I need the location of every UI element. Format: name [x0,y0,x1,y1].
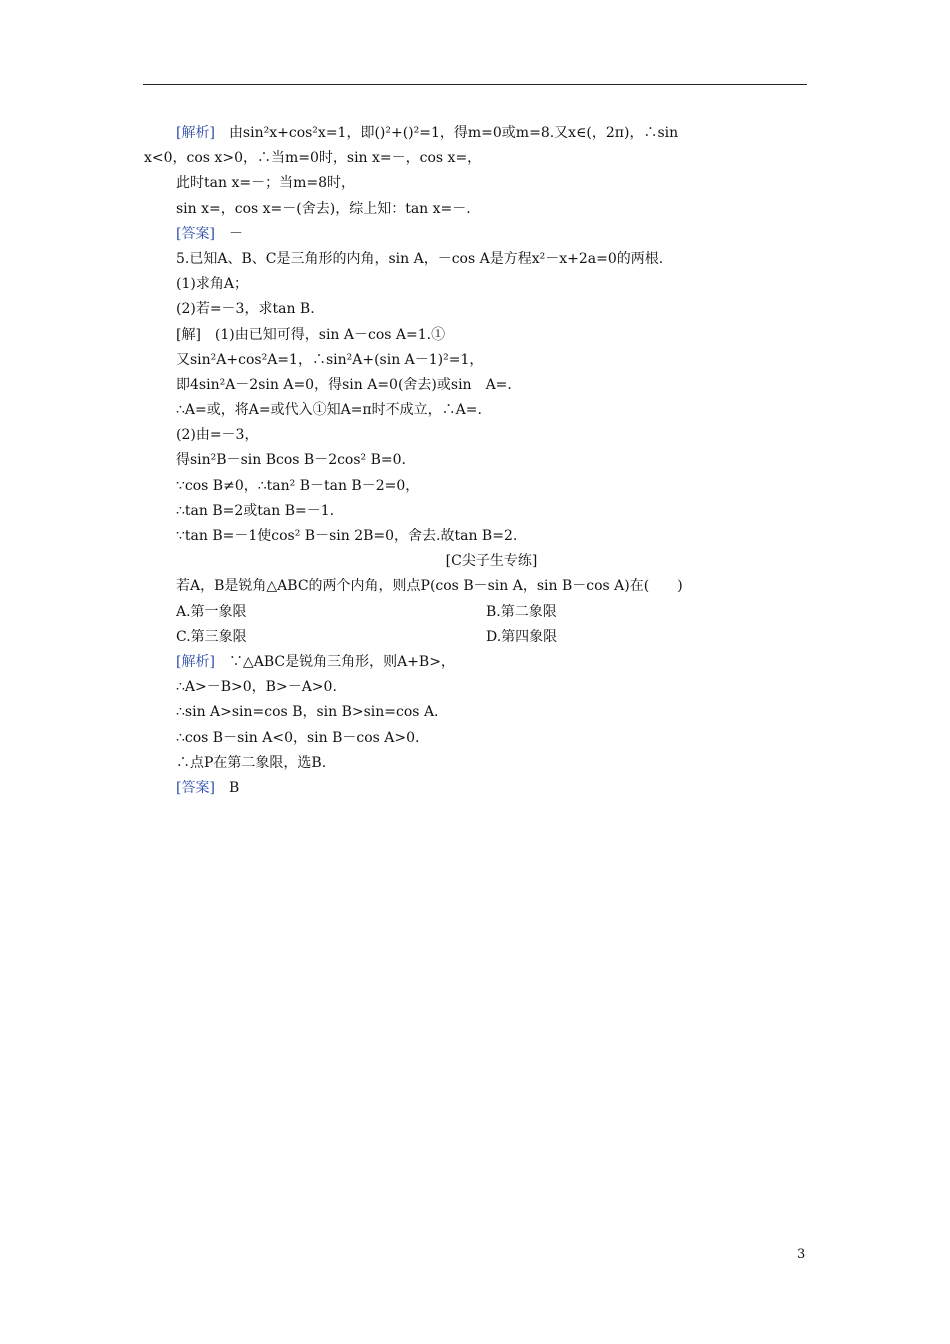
answer-line [176,222,807,247]
analysis-label: [解析] [176,125,215,141]
section-title: [C尖子生专练] [445,553,538,570]
page-number: 3 [797,1247,806,1262]
header-rule [143,84,807,85]
answer-label: [答案] [176,779,215,796]
option-b: B.第二象限 [486,603,557,620]
option-d: D.第四象限 [486,628,558,645]
solution-step: ∵cos B≠0，∴tan² B－tan B－2=0， [176,477,420,494]
solution-step: ∴A=或，将A=或代入①知A=π时不成立，∴A=. [176,402,482,419]
options-row-2 [176,625,807,650]
analysis-step: ∴点P在第二象限，选B. [176,754,327,771]
analysis-step: ∴sin A>sin=cos B，sin B>sin=cos A. [176,704,439,721]
solution-step: ∵tan B=－1使cos² B－sin 2B=0，舍去.故tan B=2. [176,528,518,544]
answer-line [176,776,807,801]
solution-line-3: 此时tan x=－；当m=8时， [176,175,355,192]
solution-step: ∴tan B=2或tan B=－1. [176,502,335,519]
analysis-label: [解析] [176,653,215,670]
solution-step: 又sin²A+cos²A=1，∴sin²A+(sin A－1)²=1， [176,351,484,368]
problem-5-q1: (1)求角A； [176,276,248,293]
answer-value: － [228,225,243,242]
solution-step: 即4sin²A－2sin A=0，得sin A=0(舍去)或sin A=. [176,376,512,393]
analysis-step: ∴A>－B>0，B>－A>0. [176,679,337,696]
solution-step: 得sin²B－sin Bcos B－2cos² B=0. [176,452,406,469]
problem-5-stem: 5.已知A、B、C是三角形的内角，sin A，－cos A是方程x²－x+2a=0的两根. [176,250,664,267]
solution-step: [解] (1)由已知可得，sin A－cos A=1.① [176,326,446,343]
problem-c-stem: 若A，B是锐角△ABC的两个内角，则点P(cos B－sin A，sin B－cos A)在( ) [176,578,683,595]
solution-line-2: x<0，cos x>0，∴当m=0时，sin x=－，cos x=， [144,150,482,167]
page-content [144,121,807,801]
analysis-step: ∴cos B－sin A<0，sin B－cos A>0. [176,729,420,746]
option-c: C.第三象限 [176,628,247,645]
answer-value: B [228,779,240,796]
options-row-1 [176,600,807,625]
solution-line-1: [解析] 由sin²x+cos²x=1，即()²+()²=1，得m=0或m=8.又x∈(，2π)，∴sin [176,125,679,141]
solution-line-4: sin x=，cos x=－(舍去)，综上知：tan x=－. [176,200,471,217]
analysis-line-1: [解析] ∵△ABC是锐角三角形，则A+B>， [176,653,455,670]
answer-label: [答案] [176,225,215,242]
option-a: A.第一象限 [176,603,247,620]
solution-step: (2)由=－3， [176,427,259,444]
problem-5-q2: (2)若=－3，求tan B. [176,301,315,318]
